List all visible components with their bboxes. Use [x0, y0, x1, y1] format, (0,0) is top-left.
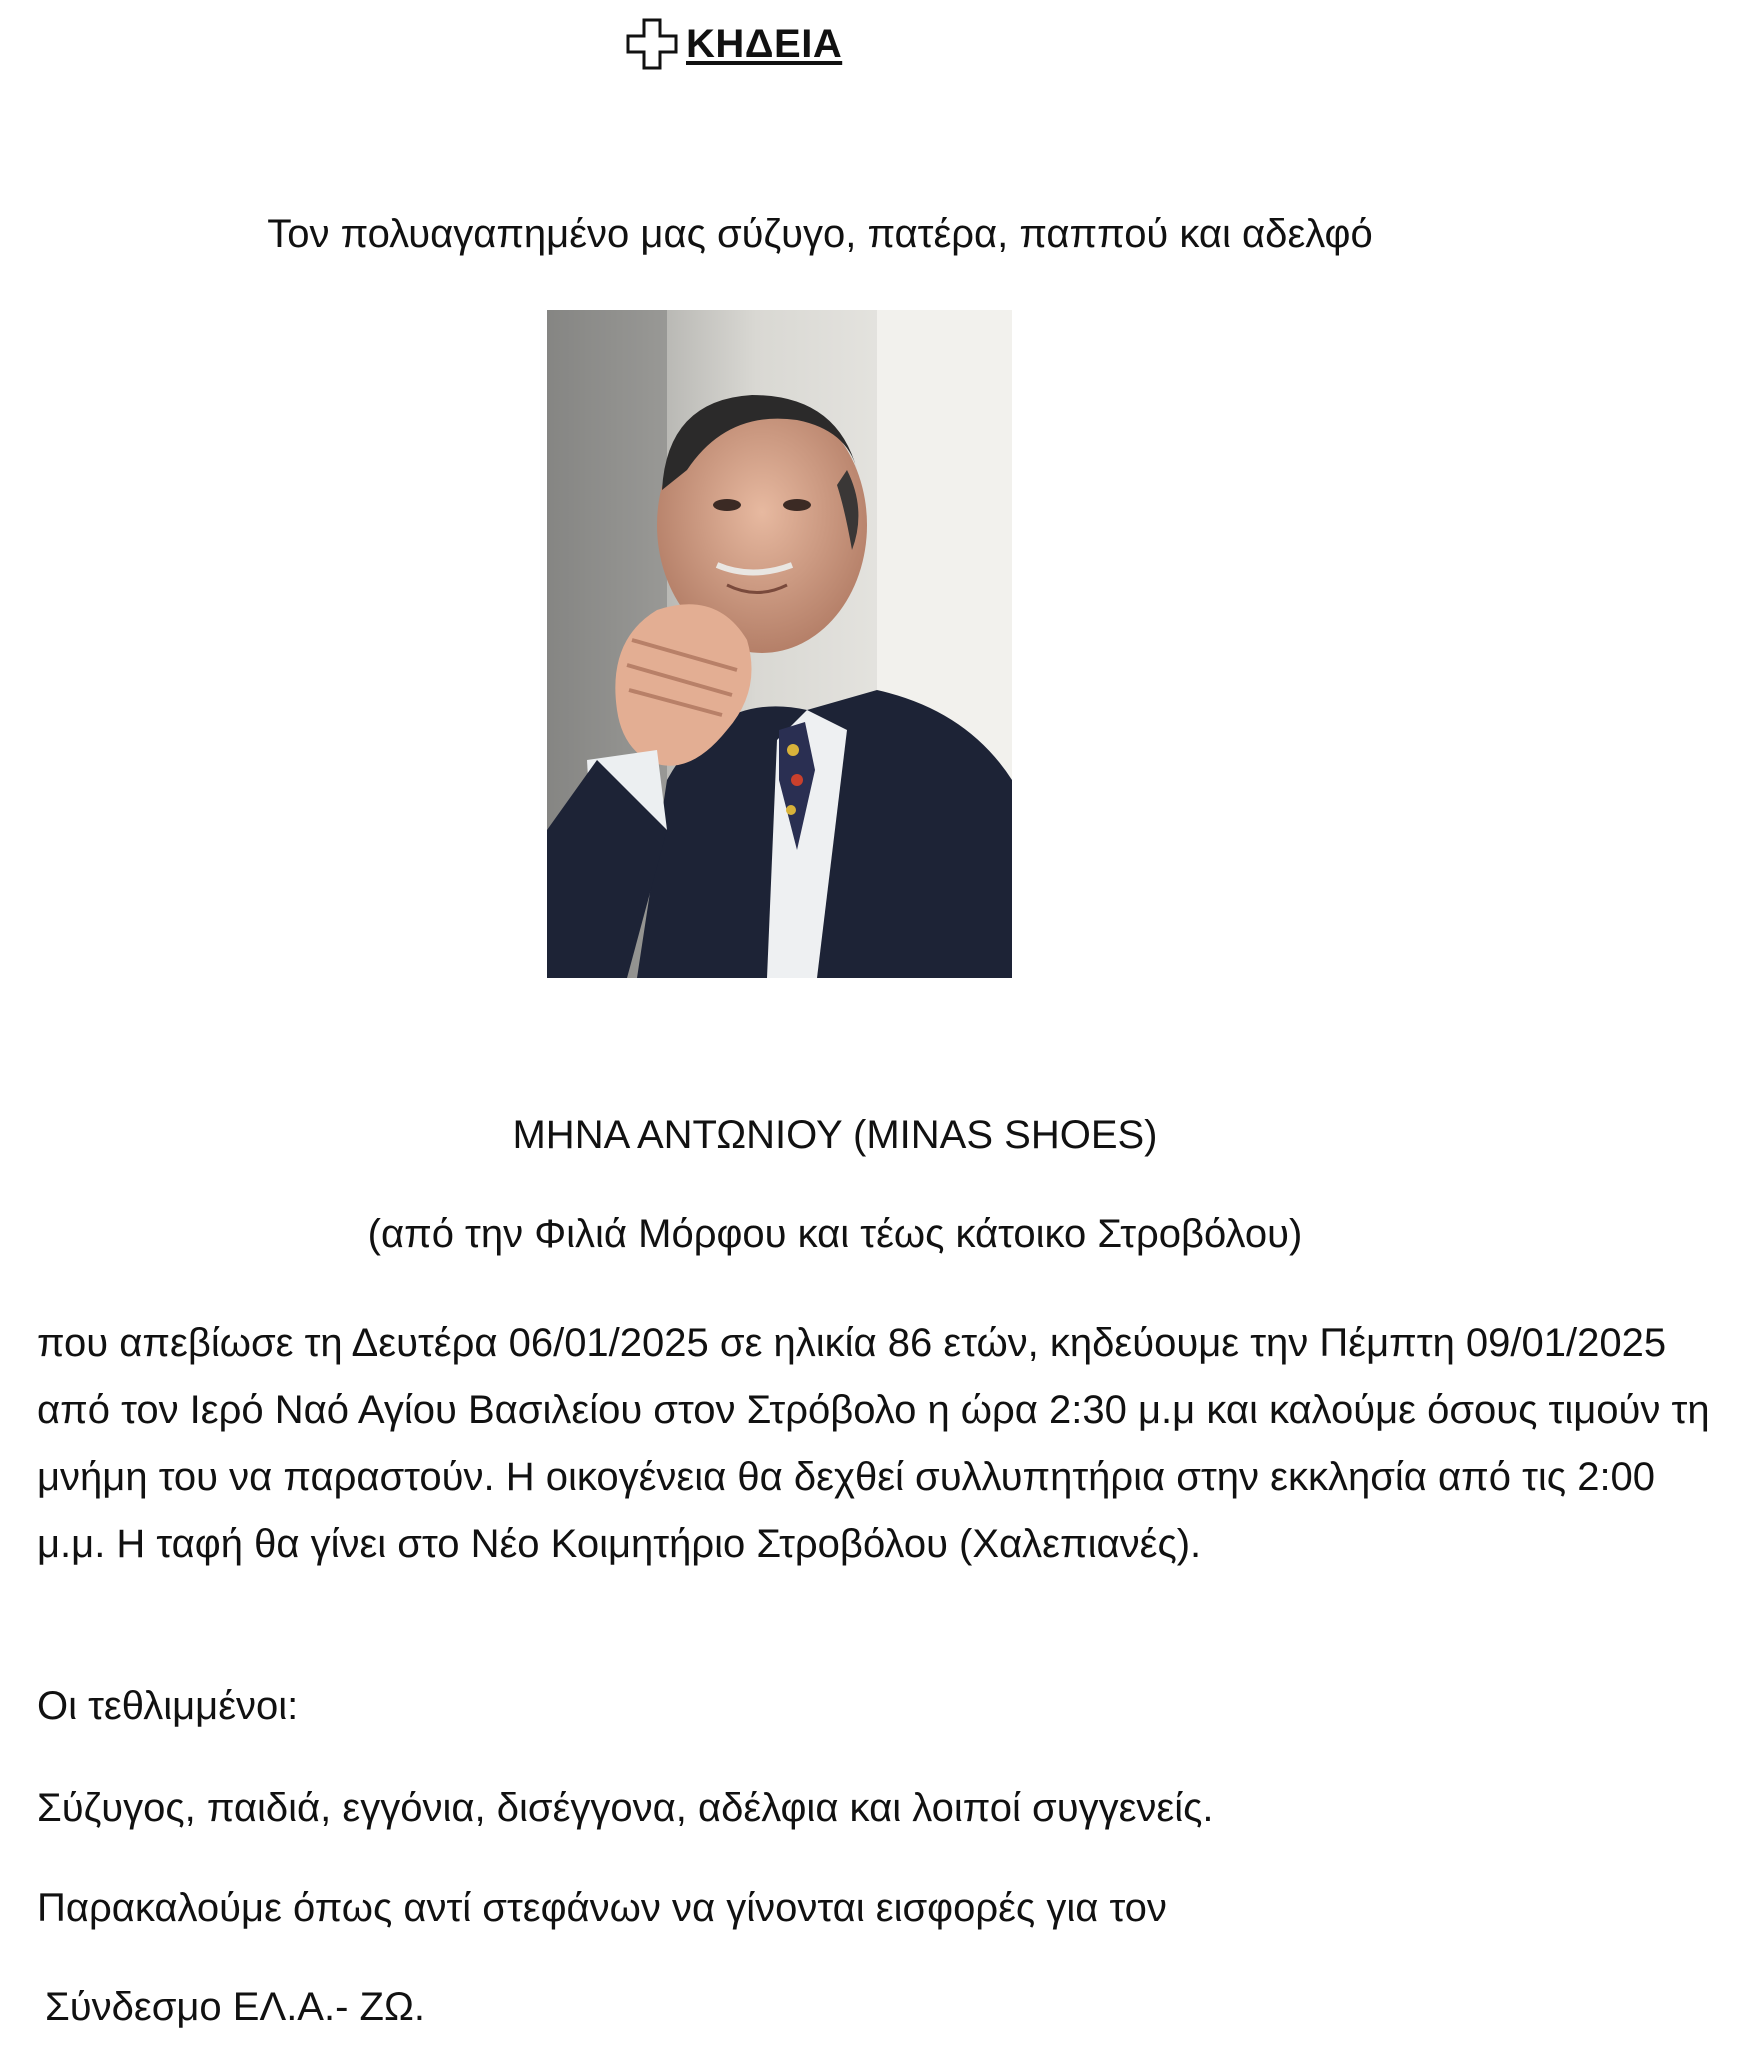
- mourners-list: Σύζυγος, παιδιά, εγγόνια, δισέγγονα, αδέλφια και λοιποί συγγενείς.: [37, 1786, 1214, 1830]
- announcement-paragraph: που απεβίωσε τη Δευτέρα 06/01/2025 σε ηλικία 86 ετών, κηδεύουμε την Πέμπτη 09/01/2025 από τον Ιερό Ναό Αγίου Βασιλείου στον Στρόβολο η ώρα 2:30 μ.μ και καλούμε όσους τιμούν τη μνήμη του να παραστούν. Η οικογένεια θα δεχθεί συλλυπητήρια στην εκκλησία από τις 2:00 μ.μ. Η ταφή θα γίνει στο Νέο Κοιμητήριο Στροβόλου (Χαλεπιανές).: [37, 1321, 1710, 1566]
- portrait-illustration: [547, 310, 1012, 978]
- deceased-name: ΜΗΝΑ ΑΝΤΩΝΙΟΥ (MINAS SHOES): [512, 1113, 1158, 1157]
- notice-title: ΚΗΔΕΙΑ: [686, 21, 843, 66]
- deceased-origin: (από την Φιλιά Μόρφου και τέως κάτοικο Στροβόλου): [367, 1212, 1303, 1256]
- intro-line: Τον πολυαγαπημένο μας σύζυγο, πατέρα, παππού και αδελφό: [267, 212, 1373, 256]
- donation-recipient: Σύνδεσμο ΕΛ.Α.- ΖΩ.: [45, 1985, 425, 2029]
- mourners-label: Οι τεθλιμμένοι:: [37, 1684, 299, 1728]
- orthodox-cross-icon: [624, 16, 680, 72]
- portrait-photo: [547, 310, 1012, 978]
- donation-request: Παρακαλούμε όπως αντί στεφάνων να γίνονται εισφορές για τον: [37, 1886, 1167, 1930]
- notice-header: [624, 14, 842, 74]
